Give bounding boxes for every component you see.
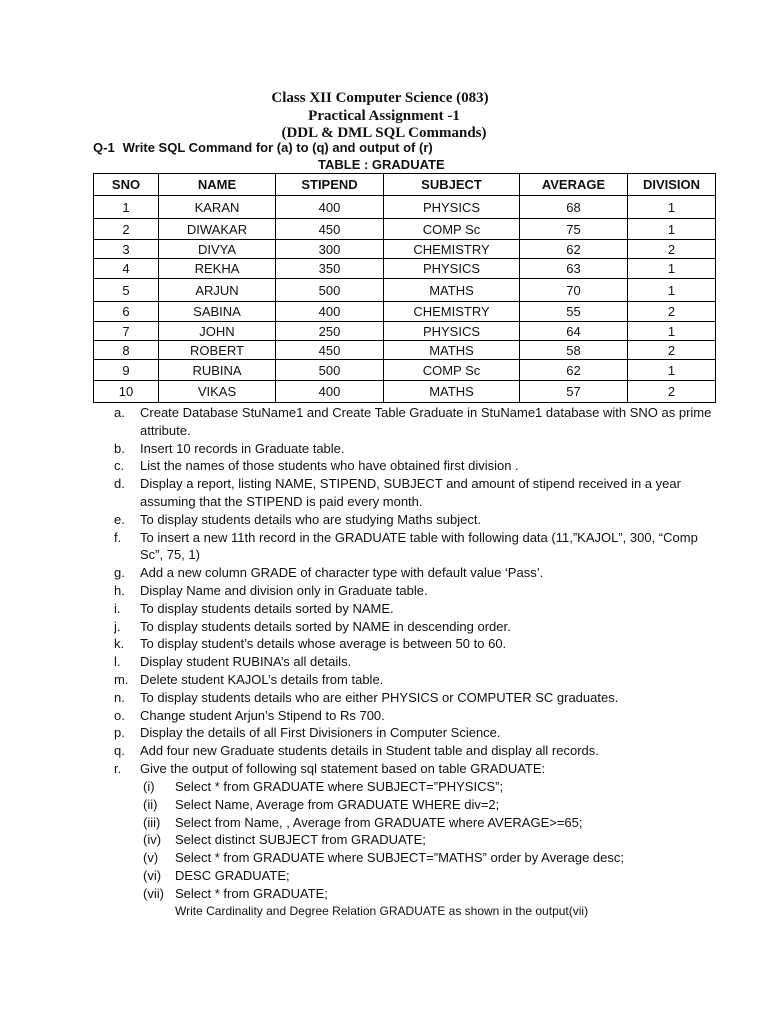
list-item bbox=[114, 404, 714, 440]
table-cell: 400 bbox=[276, 196, 384, 219]
item-text: Display Name and division only in Graduate table. bbox=[140, 582, 428, 598]
column-header: AVERAGE bbox=[520, 174, 628, 196]
item-label: (ii) bbox=[143, 796, 158, 812]
list-item bbox=[143, 867, 703, 885]
item-label: (vi) bbox=[143, 867, 162, 883]
table-cell: VIKAS bbox=[159, 381, 276, 403]
item-label: d. bbox=[114, 476, 125, 492]
column-header: SNO bbox=[94, 174, 159, 196]
item-label: (i) bbox=[143, 779, 155, 794]
table-cell: 1 bbox=[628, 360, 716, 381]
item-label: m. bbox=[114, 671, 129, 687]
item-label: o. bbox=[114, 707, 125, 723]
table-header-row bbox=[94, 174, 716, 196]
table-cell: 350 bbox=[276, 259, 384, 279]
item-label: h. bbox=[114, 582, 125, 598]
table-cell: 2 bbox=[628, 240, 716, 259]
list-item bbox=[114, 440, 714, 458]
table-cell: RUBINA bbox=[159, 360, 276, 381]
table-cell: 7 bbox=[94, 322, 159, 341]
table-cell: ARJUN bbox=[159, 279, 276, 302]
table-cell: 70 bbox=[520, 279, 628, 302]
table-cell: MATHS bbox=[384, 279, 520, 302]
item-label: (vii) bbox=[143, 885, 164, 901]
list-item bbox=[114, 724, 714, 742]
table-row bbox=[94, 360, 716, 381]
table-cell: 9 bbox=[94, 360, 159, 381]
table-cell: MATHS bbox=[384, 381, 520, 403]
table-cell: PHYSICS bbox=[384, 259, 520, 279]
item-text: To insert a new 11th record in the GRADUATE table with following data (11,”KAJOL”, 300, “Comp Sc”, 75, 1) bbox=[140, 529, 698, 563]
item-text: To display students details sorted by NAME. bbox=[140, 600, 394, 616]
list-item bbox=[114, 511, 714, 529]
table-cell: MATHS bbox=[384, 341, 520, 360]
table-row bbox=[94, 240, 716, 259]
item-text: Select * from GRADUATE where SUBJECT=”MATHS” order by Average desc; bbox=[175, 850, 625, 866]
table-cell: 450 bbox=[276, 341, 384, 360]
table-cell: 1 bbox=[628, 279, 716, 302]
table-cell: PHYSICS bbox=[384, 322, 520, 341]
task-list bbox=[114, 404, 714, 778]
table-row bbox=[94, 341, 716, 360]
item-text: Select from Name, , Average from GRADUATE where AVERAGE>=65; bbox=[175, 814, 583, 830]
table-cell: 1 bbox=[628, 322, 716, 341]
table-cell: CHEMISTRY bbox=[384, 302, 520, 322]
table-cell: KARAN bbox=[159, 196, 276, 219]
table-cell: SABINA bbox=[159, 302, 276, 322]
table-cell: DIVYA bbox=[159, 240, 276, 259]
item-label: e. bbox=[114, 511, 125, 527]
list-item bbox=[114, 671, 714, 689]
item-label: f. bbox=[114, 529, 122, 545]
table-cell: 450 bbox=[276, 219, 384, 240]
sql-statement-list bbox=[143, 778, 703, 920]
table-cell: 250 bbox=[276, 322, 384, 341]
list-item bbox=[114, 653, 714, 671]
list-item bbox=[114, 689, 714, 707]
column-header: STIPEND bbox=[276, 174, 384, 196]
table-cell: 55 bbox=[520, 302, 628, 322]
item-label: r. bbox=[114, 760, 122, 776]
list-item bbox=[114, 635, 714, 653]
item-text: Select distinct SUBJECT from GRADUATE; bbox=[175, 832, 426, 848]
list-item bbox=[114, 582, 714, 600]
list-item bbox=[143, 849, 703, 867]
table-cell: 2 bbox=[94, 219, 159, 240]
item-label: (iii) bbox=[143, 814, 161, 830]
item-label: g. bbox=[114, 565, 125, 581]
item-label: (iv) bbox=[143, 832, 162, 848]
table-caption: TABLE : GRADUATE bbox=[318, 157, 445, 172]
list-item bbox=[114, 475, 714, 511]
table-row bbox=[94, 279, 716, 302]
item-label: a. bbox=[114, 405, 125, 420]
table-cell: 68 bbox=[520, 196, 628, 219]
table-cell: 400 bbox=[276, 381, 384, 403]
table-row bbox=[94, 302, 716, 322]
list-item bbox=[143, 831, 703, 849]
item-text: Display student RUBINA’s all details. bbox=[140, 654, 352, 670]
list-item bbox=[114, 529, 714, 565]
table-cell: 3 bbox=[94, 240, 159, 259]
item-label: n. bbox=[114, 689, 125, 705]
table-row bbox=[94, 219, 716, 240]
table-cell: 58 bbox=[520, 341, 628, 360]
table-cell: CHEMISTRY bbox=[384, 240, 520, 259]
item-text: Delete student KAJOL’s details from table. bbox=[140, 671, 384, 687]
column-header: DIVISION bbox=[628, 174, 716, 196]
table-cell: 63 bbox=[520, 259, 628, 279]
table-cell: 62 bbox=[520, 240, 628, 259]
table-cell: DIWAKAR bbox=[159, 219, 276, 240]
table-row bbox=[94, 196, 716, 219]
table-cell: 5 bbox=[94, 279, 159, 302]
table-cell: 1 bbox=[94, 196, 159, 219]
table-cell: 400 bbox=[276, 302, 384, 322]
item-label: p. bbox=[114, 725, 125, 741]
item-text: Insert 10 records in Graduate table. bbox=[140, 440, 345, 456]
table-cell: 57 bbox=[520, 381, 628, 403]
list-item bbox=[114, 457, 714, 475]
item-text: Select * from GRADUATE where SUBJECT=”PHYSICS”; bbox=[175, 779, 504, 794]
item-text: Give the output of following sql statement based on table GRADUATE: bbox=[140, 760, 546, 776]
table-cell: PHYSICS bbox=[384, 196, 520, 219]
table-cell: 300 bbox=[276, 240, 384, 259]
table-cell: 1 bbox=[628, 196, 716, 219]
item-label: k. bbox=[114, 636, 125, 652]
table-cell: 500 bbox=[276, 360, 384, 381]
item-label: q. bbox=[114, 743, 125, 759]
table-cell: 500 bbox=[276, 279, 384, 302]
list-item bbox=[114, 760, 714, 778]
item-label: b. bbox=[114, 440, 125, 456]
document-topic: (DDL & DML SQL Commands) bbox=[281, 125, 487, 141]
item-text: Add a new column GRADE of character type with default value ‘Pass’. bbox=[140, 565, 544, 581]
table-cell: COMP Sc bbox=[384, 360, 520, 381]
item-text: Change student Arjun’s Stipend to Rs 700. bbox=[140, 707, 385, 723]
item-label: j. bbox=[114, 618, 121, 634]
item-text: DESC GRADUATE; bbox=[175, 867, 290, 883]
item-text: To display student’s details whose average is between 50 to 60. bbox=[140, 636, 507, 652]
item-text: To display students details sorted by NAME in descending order. bbox=[140, 618, 511, 634]
item-text: Select * from GRADUATE; bbox=[175, 885, 328, 901]
question-text: Write SQL Command for (a) to (q) and output of (r) bbox=[122, 140, 433, 155]
column-header: SUBJECT bbox=[384, 174, 520, 196]
table-cell: 62 bbox=[520, 360, 628, 381]
item-label: (v) bbox=[143, 850, 159, 866]
item-text: List the names of those students who have obtained first division . bbox=[140, 458, 519, 474]
list-item bbox=[114, 564, 714, 582]
list-item bbox=[143, 796, 703, 814]
table-cell: 10 bbox=[94, 381, 159, 403]
table-row bbox=[94, 381, 716, 403]
table-cell: COMP Sc bbox=[384, 219, 520, 240]
item-text: Select Name, Average from GRADUATE WHERE div=2; bbox=[175, 796, 500, 812]
table-cell: 1 bbox=[628, 219, 716, 240]
list-item bbox=[114, 618, 714, 636]
table-row bbox=[94, 259, 716, 279]
list-item bbox=[114, 600, 714, 618]
item-text: To display students details who are either PHYSICS or COMPUTER SC graduates. bbox=[140, 689, 619, 705]
question-number: Q-1 bbox=[93, 140, 115, 155]
item-label: c. bbox=[114, 458, 125, 474]
table-cell: 2 bbox=[628, 381, 716, 403]
list-item bbox=[143, 885, 703, 903]
list-item bbox=[143, 778, 703, 796]
table-cell: 75 bbox=[520, 219, 628, 240]
list-item bbox=[114, 742, 714, 760]
closing-note: Write Cardinality and Degree Relation GRADUATE as shown in the output(vii) bbox=[175, 903, 589, 918]
question-heading bbox=[93, 140, 433, 155]
list-item bbox=[143, 814, 703, 832]
item-text: Create Database StuName1 and Create Table Graduate in StuName1 database with SNO as prime attribute. bbox=[140, 405, 712, 438]
table-cell: 2 bbox=[628, 302, 716, 322]
table-cell: ROBERT bbox=[159, 341, 276, 360]
table-cell: 4 bbox=[94, 259, 159, 279]
table-row bbox=[94, 322, 716, 341]
item-text: Display a report, listing NAME, STIPEND, SUBJECT and amount of stipend received in a year assuming that the STIPEND is paid every month. bbox=[140, 476, 681, 509]
item-text: To display students details who are studying Maths subject. bbox=[140, 511, 482, 527]
item-text: Display the details of all First Divisioners in Computer Science. bbox=[140, 725, 501, 741]
table-cell: 1 bbox=[628, 259, 716, 279]
table-cell: 64 bbox=[520, 322, 628, 341]
table-cell: 8 bbox=[94, 341, 159, 360]
table-cell: JOHN bbox=[159, 322, 276, 341]
column-header: NAME bbox=[159, 174, 276, 196]
table-cell: REKHA bbox=[159, 259, 276, 279]
item-label: i. bbox=[114, 600, 121, 616]
table-cell: 2 bbox=[628, 341, 716, 360]
item-label: l. bbox=[114, 654, 121, 670]
graduate-table bbox=[93, 173, 716, 403]
table-cell: 6 bbox=[94, 302, 159, 322]
list-item bbox=[114, 707, 714, 725]
document-title: Class XII Computer Science (083) bbox=[271, 90, 489, 106]
document-subtitle: Practical Assignment -1 bbox=[308, 108, 460, 124]
item-text: Add four new Graduate students details in Student table and display all records. bbox=[140, 743, 599, 759]
